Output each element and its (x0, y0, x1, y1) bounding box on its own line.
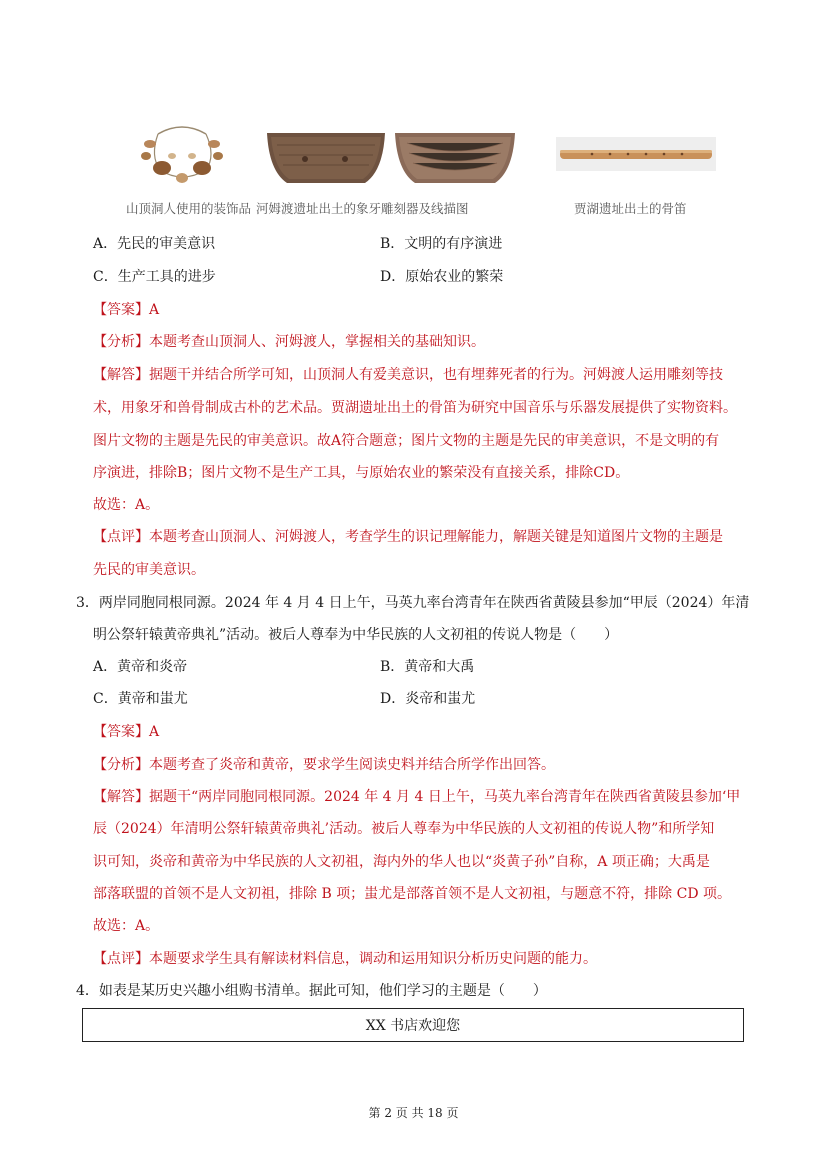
option-c: C．生产工具的进步 (93, 269, 216, 285)
answer: 【答案】A (93, 724, 160, 740)
option-d: D．炎帝和蚩尤 (380, 691, 476, 707)
solution-line: 【解答】据题干“两岸同胞同根同源。2024 年 4 月 4 日上午，马英九率台湾青年在陕西省黄陵县参加‘甲 (93, 789, 741, 805)
solution-line: 辰（2024）年清明公祭轩辕黄帝典礼’活动。被后人尊奉为中华民族的人文初祖的传说人物”和所学知 (93, 821, 715, 837)
option-d: D．原始农业的繁荣 (380, 269, 504, 285)
solution-line: 【解答】据题干并结合所学可知，山顶洞人有爱美意识，也有埋葬死者的行为。河姆渡人运用雕刻等技 (93, 367, 723, 383)
comment-line: 先民的审美意识。 (93, 562, 205, 578)
page-number: 第 2 页 共 18 页 (368, 1106, 459, 1120)
option-a: A．黄帝和炎帝 (93, 659, 188, 675)
figure-caption: 河姆渡遗址出土的象牙雕刻器及线描图 (256, 201, 469, 216)
option-b: B．黄帝和大禹 (380, 659, 475, 675)
ivory-drawing-image (393, 131, 517, 185)
option-c: C．黄帝和蚩尤 (93, 691, 188, 707)
figure-caption: 山顶洞人使用的装饰品 (126, 201, 252, 216)
option-a: A．先民的审美意识 (93, 236, 216, 252)
comment: 【点评】本题要求学生具有解读材料信息，调动和运用知识分析历史问题的能力。 (93, 951, 597, 967)
bone-flute-image (556, 137, 716, 171)
question-stem: 3．两岸同胞同根同源。2024 年 4 月 4 日上午，马英九率台湾青年在陕西省黄陵县参加“甲辰（2024）年清 (76, 595, 750, 611)
comment-line: 【点评】本题考查山顶洞人、河姆渡人，考查学生的识记理解能力，解题关键是知道图片文物的主题是 (93, 529, 723, 545)
analysis: 【分析】本题考查了炎帝和黄帝，要求学生阅读史料并结合所学作出回答。 (93, 757, 555, 773)
option-b: B．文明的有序演进 (380, 236, 503, 252)
solution-line: 图片文物的主题是先民的审美意识。故A符合题意；图片文物的主题是先民的审美意识，不是文明的有 (93, 433, 720, 449)
solution-line: 识可知，炎帝和黄帝为中华民族的人文初祖，海内外的华人也以“炎黄子孙”自称，A 项正确；大禹是 (93, 854, 710, 870)
question-stem: 明公祭轩辕黄帝典礼”活动。被后人尊奉为中华民族的人文初祖的传说人物是（ ） (93, 627, 619, 643)
necklace-ornament-image (136, 126, 228, 192)
analysis: 【分析】本题考查山顶洞人、河姆渡人，掌握相关的基础知识。 (93, 334, 485, 350)
book-list-table-header: XX 书店欢迎您 (82, 1008, 744, 1042)
figures-row (0, 126, 827, 221)
choice: 故选：A。 (93, 918, 160, 934)
choice: 故选：A。 (93, 497, 160, 513)
answer: 【答案】A (93, 302, 160, 318)
solution-line: 序演进，排除B；图片文物不是生产工具，与原始农业的繁荣没有直接关系，排除CD。 (93, 465, 630, 481)
solution-line: 术，用象牙和兽骨制成古朴的艺术品。贾湖遗址出土的骨笛为研究中国音乐与乐器发展提供了实物资料。 (93, 400, 737, 416)
figure-caption: 贾湖遗址出土的骨笛 (574, 201, 687, 216)
solution-line: 部落联盟的首领不是人文初祖，排除 B 项；蚩尤是部落首领不是人文初祖，与题意不符，排除 CD 项。 (93, 886, 732, 902)
question-stem: 4．如表是某历史兴趣小组购书清单。据此可知，他们学习的主题是（ ） (76, 983, 547, 999)
ivory-carving-image (265, 131, 387, 185)
